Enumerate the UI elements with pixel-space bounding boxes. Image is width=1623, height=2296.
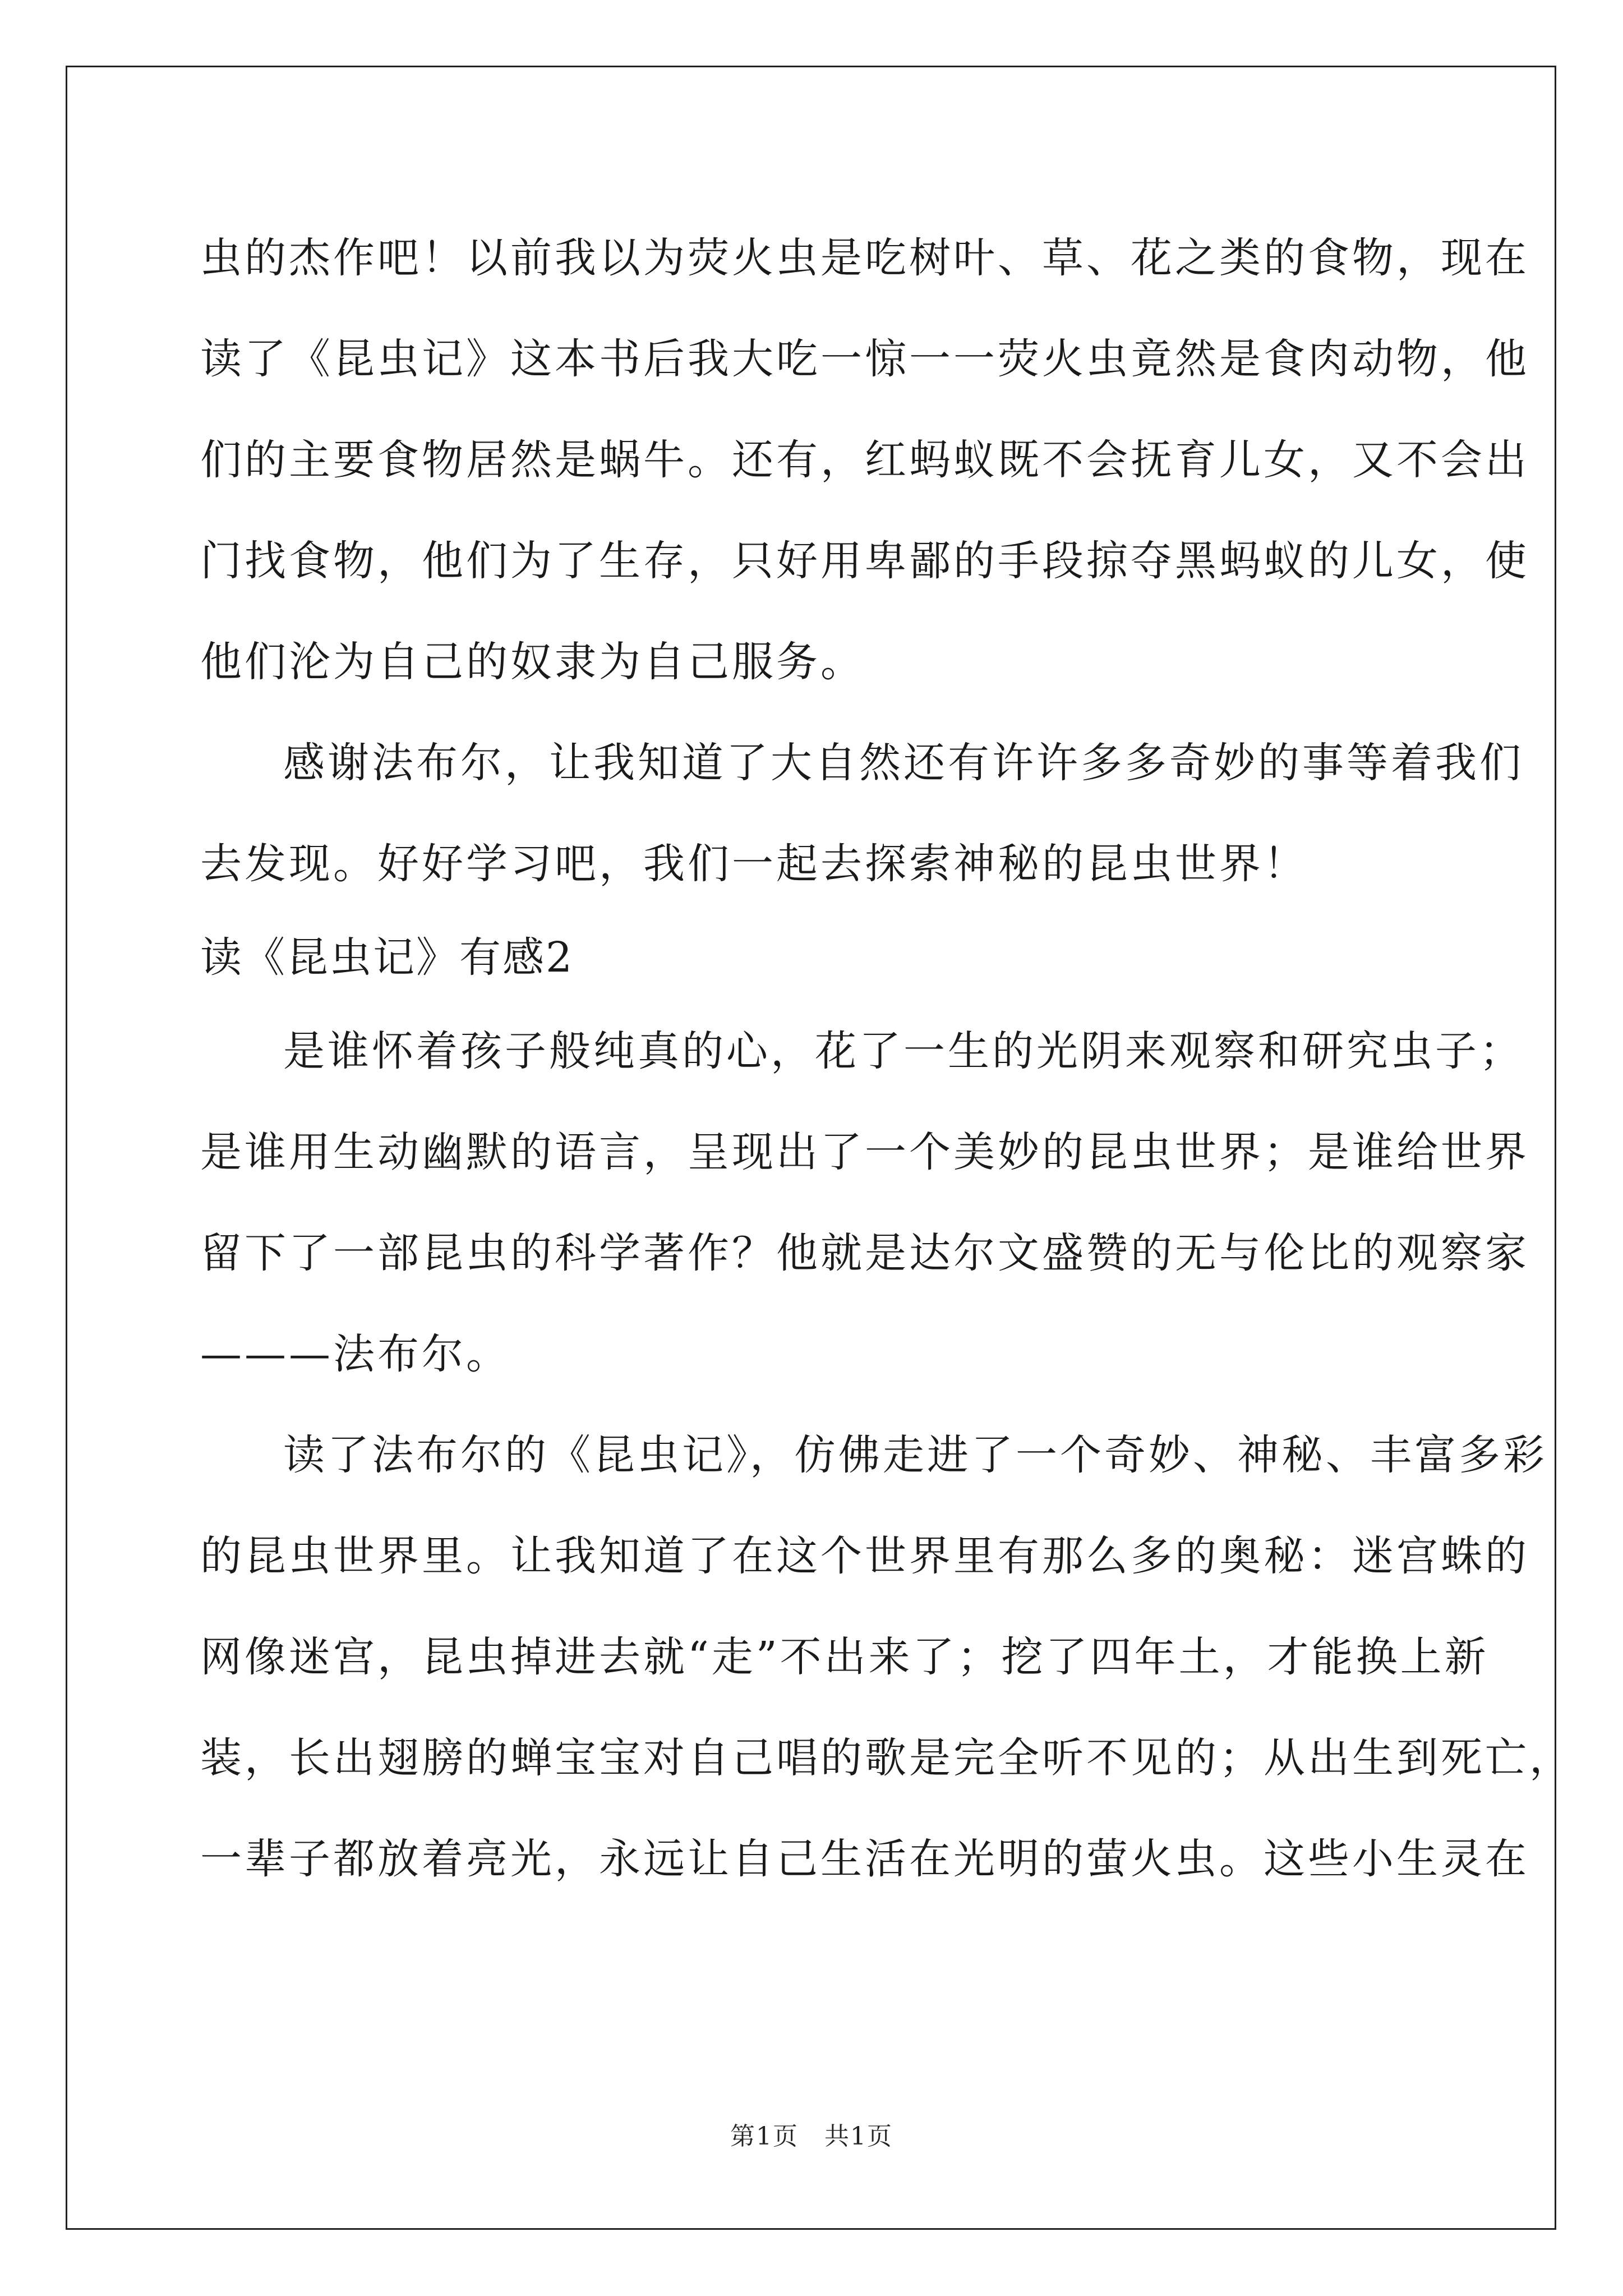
line-text: 去发现。好好学习吧，我们一起去探索神秘的昆虫世界！ bbox=[200, 840, 1308, 888]
paragraph-line bbox=[200, 208, 1529, 309]
paragraph-line bbox=[200, 309, 1529, 409]
paragraph-line bbox=[200, 1708, 1574, 1809]
line-text: 装，长出翅膀的蝉宝宝对自己唱的歌是完全听不见的；从出生到死亡， bbox=[200, 1734, 1574, 1782]
paragraph-line bbox=[200, 813, 1434, 914]
line-text: 是谁用生动幽默的语言，呈现出了一个美妙的昆虫世界；是谁给世界 bbox=[200, 1128, 1529, 1176]
document-body bbox=[200, 208, 1574, 1910]
paragraph-line bbox=[200, 1506, 1529, 1607]
paragraph-line bbox=[200, 1203, 1529, 1304]
page-number: 第1页 共1页 bbox=[730, 2122, 893, 2151]
paragraph-line bbox=[200, 1405, 1547, 1506]
line-text: ———法布尔。 bbox=[200, 1330, 510, 1378]
line-text: 一辈子都放着亮光，永远让自己生活在光明的萤火虫。这些小生灵在 bbox=[200, 1835, 1529, 1883]
paragraph-line bbox=[200, 712, 1524, 813]
heading-text: 读《昆虫记》有感2 bbox=[200, 933, 574, 982]
paragraph-line bbox=[200, 1001, 1524, 1102]
line-text: 是谁怀着孩子般纯真的心，花了一生的光阴来观察和研究虫子； bbox=[283, 1027, 1524, 1075]
line-text: 们的主要食物居然是蜗牛。还有，红蚂蚁既不会抚育儿女，又不会出 bbox=[200, 436, 1529, 484]
line-text: 读了《昆虫记》这本书后我大吃一惊一一荧火虫竟然是食肉动物，他 bbox=[200, 335, 1529, 383]
section-heading bbox=[200, 914, 1434, 1001]
paragraph-line bbox=[200, 1102, 1529, 1203]
line-text: 感谢法布尔，让我知道了大自然还有许许多多奇妙的事等着我们 bbox=[283, 739, 1524, 787]
paragraph-line bbox=[200, 1809, 1529, 1910]
line-text: 留下了一部昆虫的科学著作？他就是达尔文盛赞的无与伦比的观察家 bbox=[200, 1229, 1529, 1277]
paragraph-line bbox=[200, 1304, 1434, 1405]
paragraph-line bbox=[200, 510, 1529, 611]
line-text: 他们沦为自己的奴隶为自己服务。 bbox=[200, 638, 865, 686]
line-text: 读了法布尔的《昆虫记》，仿佛走进了一个奇妙、神秘、丰富多彩 bbox=[283, 1431, 1547, 1479]
page-footer bbox=[0, 2116, 1623, 2152]
line-text: 门找食物，他们为了生存，只好用卑鄙的手段掠夺黑蚂蚁的儿女，使 bbox=[200, 537, 1529, 585]
paragraph-line bbox=[200, 1607, 1489, 1708]
paragraph-line bbox=[200, 611, 1434, 712]
line-text: 网像迷宫，昆虫掉进去就“走”不出来了；挖了四年土，才能换上新 bbox=[200, 1633, 1489, 1681]
line-text: 的昆虫世界里。让我知道了在这个世界里有那么多的奥秘：迷宫蛛的 bbox=[200, 1532, 1529, 1580]
paragraph-line bbox=[200, 409, 1529, 510]
line-text: 虫的杰作吧！以前我以为荧火虫是吃树叶、草、花之类的食物，现在 bbox=[200, 234, 1529, 282]
